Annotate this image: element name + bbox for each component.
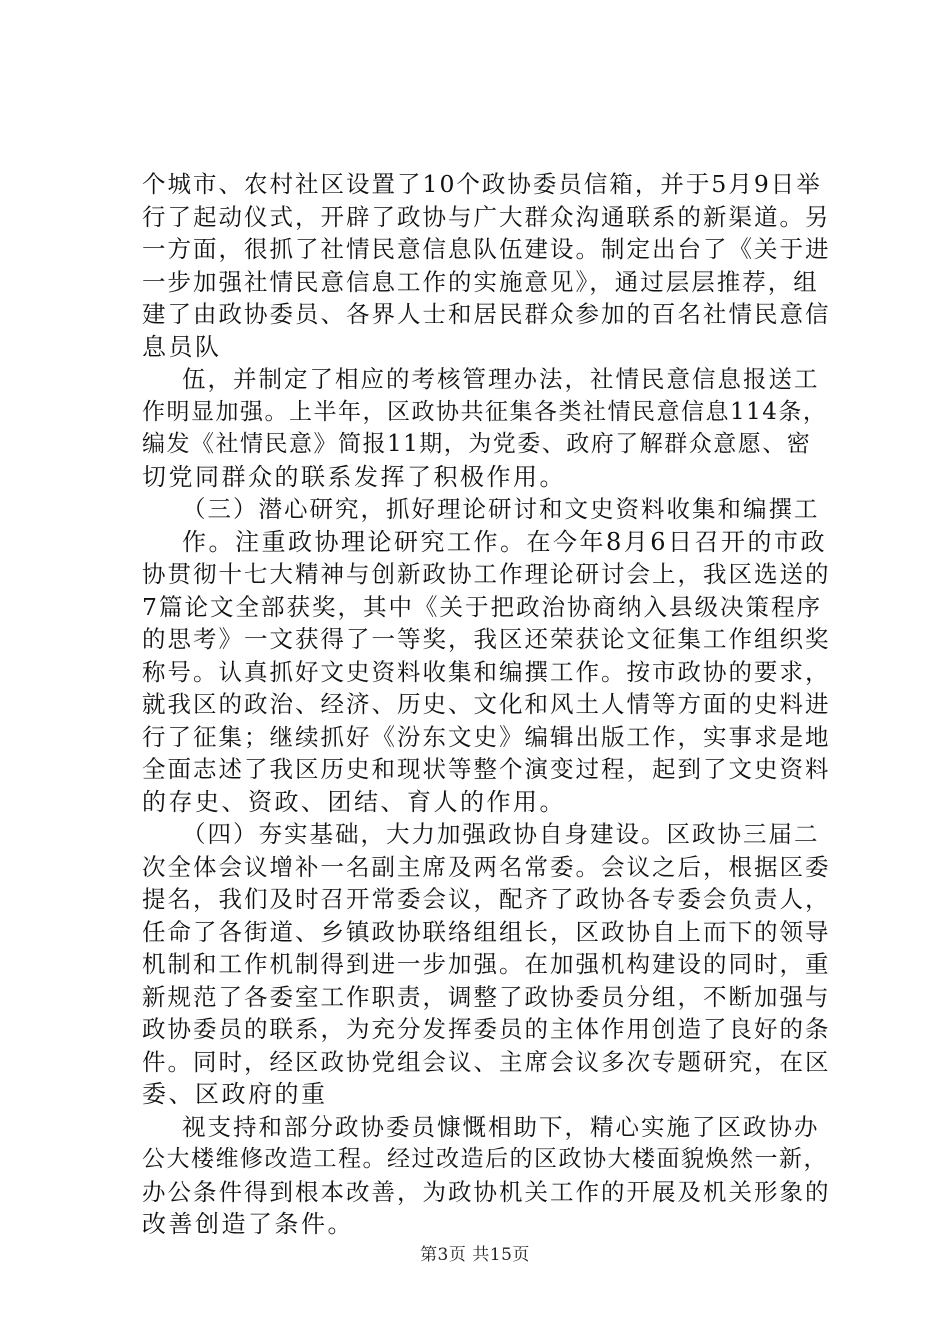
document-body	[142, 168, 832, 1241]
section-heading-line: （四）夯实基础，大力加强政协自身建设。区政协三届二	[182, 820, 820, 848]
text-line: 次全体会议增补一名副主席及两名常委。会议之后，根据区委	[142, 852, 831, 881]
text-line: 机制和工作机制得到进一步加强。在加强机构建设的同时，重	[142, 950, 831, 978]
text-line: 政协委员的联系，为充分发挥委员的主体作用创造了良好的条	[142, 1015, 831, 1043]
text-line: 的存史、资政、团结、育人的作用。	[142, 787, 566, 816]
text-line: 切党同群众的联系发挥了积极作用。	[142, 462, 566, 491]
text-line: 任命了各街道、乡镇政协联络组组长，区政协自上而下的领导	[142, 917, 831, 946]
text-line: 息员队	[142, 332, 222, 361]
text-line: 的思考》一文获得了一等奖，我区还荣获论文征集工作组织奖	[142, 625, 831, 653]
text-line: 提名，我们及时召开常委会议，配齐了政协各专委会负责人，	[142, 885, 831, 913]
text-line: 称号。认真抓好文史资料收集和编撰工作。按市政协的要求，	[142, 657, 831, 686]
page-number-footer: 第3页 共15页	[420, 1245, 530, 1265]
section-heading-line: （三）潜心研究，抓好理论研讨和文史资料收集和编撰工	[182, 495, 820, 523]
text-line: 伍，并制定了相应的考核管理办法，社情民意信息报送工	[182, 365, 820, 393]
text-line: 办公条件得到根本改善，为政协机关工作的开展及机关形象的	[142, 1177, 831, 1206]
text-line: 一步加强社情民意信息工作的实施意见》，通过层层推荐，组	[142, 267, 819, 296]
text-line: 作明显加强。上半年，区政协共征集各类社情民意信息114条，	[142, 398, 828, 425]
text-line: 公大楼维修改造工程。经过改造后的区政协大楼面貌焕然一新，	[142, 1146, 828, 1172]
text-line: 视支持和部分政协委员慷慨相助下，精心实施了区政协办	[182, 1112, 820, 1141]
text-line: 新规范了各委室工作职责，调整了政协委员分组，不断加强与	[142, 982, 831, 1011]
text-line: 改善创造了条件。	[142, 1210, 354, 1238]
text-line: 建了由政协委员、各界人士和居民群众参加的百名社情民意信	[142, 300, 831, 328]
text-line: 委、区政府的重	[142, 1080, 328, 1108]
text-line: 行了起动仪式，开辟了政协与广大群众沟通联系的新渠道。另	[142, 202, 831, 231]
text-line: 协贯彻十七大精神与创新政协工作理论研讨会上，我区选送的	[142, 560, 831, 588]
text-line: 个城市、农村社区设置了10个政协委员信箱，并于5月9日举	[142, 170, 822, 198]
text-line: 全面志述了我区历史和现状等整个演变过程，起到了文史资料	[142, 755, 831, 783]
text-line: 就我区的政治、经济、历史、文化和风土人情等方面的史料进	[142, 690, 831, 718]
text-line: 编发《社情民意》简报11期，为党委、政府了解群众意愿、密	[142, 431, 812, 457]
text-line: 件。同时，经区政协党组会议、主席会议多次专题研究，在区	[142, 1047, 831, 1076]
text-line: 作。注重政协理论研究工作。在今年8月6日召开的市政	[182, 527, 828, 556]
text-line: 一方面，很抓了社情民意信息队伍建设。制定出台了《关于进	[142, 235, 831, 263]
text-line: 7篇论文全部获奖，其中《关于把政治协商纳入县级决策程序	[142, 592, 822, 621]
text-line: 行了征集；继续抓好《汾东文史》编辑出版工作，实事求是地	[142, 722, 831, 751]
